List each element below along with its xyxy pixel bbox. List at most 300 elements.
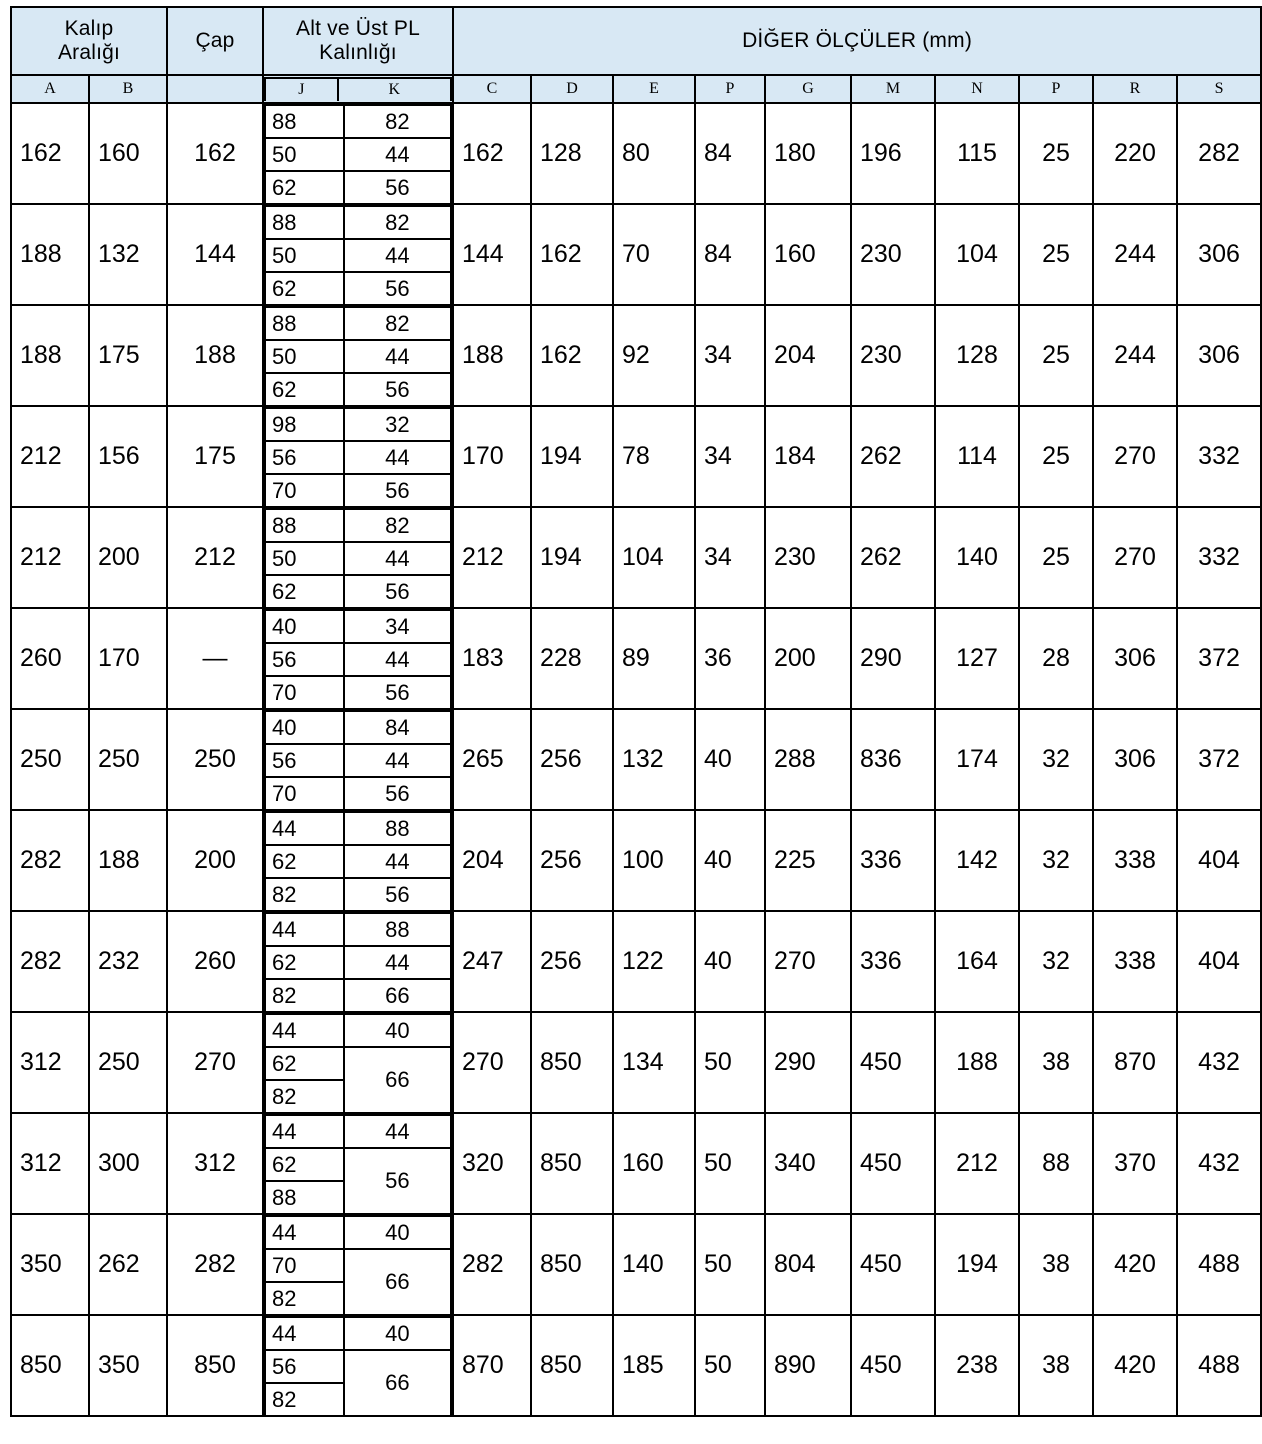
- cell-a: 250: [11, 709, 89, 810]
- jk-subrow: [265, 777, 451, 809]
- cell-j: 62: [265, 272, 344, 304]
- cell-p2: 38: [1019, 1214, 1093, 1315]
- cell-d: 850: [531, 1214, 613, 1315]
- cell-r: 306: [1093, 608, 1177, 709]
- cell-m: 836: [851, 709, 935, 810]
- cell-j: 82: [265, 1282, 344, 1314]
- jk-subrow: [265, 1249, 451, 1282]
- jk-subtable: [264, 811, 452, 910]
- cell-m: 450: [851, 1214, 935, 1315]
- cell-p1: 40: [695, 709, 765, 810]
- cell-a: 312: [11, 1012, 89, 1113]
- jk-subtable: [264, 1013, 452, 1112]
- jk-subrow: [265, 105, 451, 138]
- cell-j: 50: [265, 138, 344, 171]
- cell-k: 56: [344, 575, 451, 607]
- cell-d: 162: [531, 204, 613, 305]
- jk-subrow: [265, 711, 451, 744]
- cell-c: 247: [453, 911, 531, 1012]
- cell-r: 270: [1093, 406, 1177, 507]
- cell-e: 134: [613, 1012, 695, 1113]
- jk-subrow: [265, 845, 451, 878]
- cell-r: 220: [1093, 103, 1177, 204]
- cell-d: 850: [531, 1012, 613, 1113]
- cell-g: 288: [765, 709, 851, 810]
- col-letter-r: R: [1093, 75, 1177, 103]
- cell-j: 70: [265, 676, 344, 708]
- cell-p1: 34: [695, 507, 765, 608]
- table-row: [11, 1113, 1261, 1214]
- cell-n: 104: [935, 204, 1019, 305]
- cell-m: 336: [851, 911, 935, 1012]
- cell-n: 142: [935, 810, 1019, 911]
- cell-k: 82: [344, 105, 451, 138]
- cell-cap: 270: [167, 1012, 263, 1113]
- cell-k: 44: [344, 744, 451, 777]
- cell-p2: 25: [1019, 507, 1093, 608]
- cell-s: 332: [1177, 507, 1261, 608]
- cell-b: 200: [89, 507, 167, 608]
- jk-subrow: [265, 340, 451, 373]
- cell-a: 188: [11, 204, 89, 305]
- jk-subrow: [265, 474, 451, 506]
- cell-b: 250: [89, 1012, 167, 1113]
- cell-cap: 200: [167, 810, 263, 911]
- cell-s: 282: [1177, 103, 1261, 204]
- cell-a: 350: [11, 1214, 89, 1315]
- header-cap: Çap: [167, 7, 263, 75]
- cell-jk-group: [263, 1315, 453, 1416]
- header-diger-olculer: DİĞER ÖLÇÜLER (mm): [453, 7, 1261, 75]
- cell-k: 82: [344, 509, 451, 542]
- jk-subtable: [264, 710, 452, 809]
- jk-subrow: [265, 1216, 451, 1249]
- col-letter-b: B: [89, 75, 167, 103]
- cell-a: 312: [11, 1113, 89, 1214]
- col-letter-a: A: [11, 75, 89, 103]
- dimensions-table: [10, 6, 1262, 1417]
- jk-subrow: [265, 812, 451, 845]
- cell-m: 262: [851, 406, 935, 507]
- cell-k-merged: 56: [344, 1148, 451, 1213]
- cell-k: 32: [344, 408, 451, 441]
- cell-j: 62: [265, 1148, 344, 1181]
- cell-d: 228: [531, 608, 613, 709]
- jk-letter-subtable: [264, 77, 452, 101]
- cell-e: 132: [613, 709, 695, 810]
- cell-n: 128: [935, 305, 1019, 406]
- cell-m: 336: [851, 810, 935, 911]
- table-row: [11, 608, 1261, 709]
- cell-j: 62: [265, 575, 344, 607]
- cell-n: 194: [935, 1214, 1019, 1315]
- cell-r: 306: [1093, 709, 1177, 810]
- cell-k: 56: [344, 272, 451, 304]
- table-row: [11, 406, 1261, 507]
- cell-jk-group: [263, 1012, 453, 1113]
- table-row: [11, 1315, 1261, 1416]
- cell-j: 62: [265, 171, 344, 203]
- cell-c: 270: [453, 1012, 531, 1113]
- table-row: [11, 911, 1261, 1012]
- cell-p2: 38: [1019, 1315, 1093, 1416]
- cell-k: 56: [344, 171, 451, 203]
- cell-s: 432: [1177, 1012, 1261, 1113]
- cell-e: 185: [613, 1315, 695, 1416]
- jk-subtable: [264, 407, 452, 506]
- cell-k: 44: [344, 138, 451, 171]
- jk-subtable: [264, 306, 452, 405]
- cell-k: 56: [344, 474, 451, 506]
- jk-subrow: [265, 676, 451, 708]
- cell-j: 62: [265, 845, 344, 878]
- cell-e: 70: [613, 204, 695, 305]
- cell-cap: 144: [167, 204, 263, 305]
- cell-j: 44: [265, 812, 344, 845]
- jk-subrow: [265, 744, 451, 777]
- cell-d: 256: [531, 810, 613, 911]
- cell-jk-group: [263, 406, 453, 507]
- jk-subrow: [265, 307, 451, 340]
- cell-k: 56: [344, 878, 451, 910]
- cell-j: 88: [265, 206, 344, 239]
- jk-subtable: [264, 912, 452, 1011]
- jk-subtable: [264, 1215, 452, 1314]
- cell-d: 256: [531, 709, 613, 810]
- cell-jk-group: [263, 305, 453, 406]
- jk-subrow: [265, 1047, 451, 1080]
- cell-k: 40: [344, 1014, 451, 1047]
- cell-s: 372: [1177, 608, 1261, 709]
- cell-b: 132: [89, 204, 167, 305]
- cell-k: 44: [344, 340, 451, 373]
- cell-m: 450: [851, 1113, 935, 1214]
- cell-j: 70: [265, 474, 344, 506]
- cell-j: 40: [265, 711, 344, 744]
- cell-jk-group: [263, 204, 453, 305]
- col-letter-m: M: [851, 75, 935, 103]
- table-row: [11, 1012, 1261, 1113]
- cell-j: 44: [265, 913, 344, 946]
- cell-p2: 88: [1019, 1113, 1093, 1214]
- cell-g: 204: [765, 305, 851, 406]
- cell-d: 128: [531, 103, 613, 204]
- header-alt-ust-pl: [263, 7, 453, 75]
- table-row: [11, 507, 1261, 608]
- cell-j: 88: [265, 509, 344, 542]
- cell-j: 44: [265, 1216, 344, 1249]
- cell-b: 156: [89, 406, 167, 507]
- cell-m: 230: [851, 204, 935, 305]
- cell-g: 200: [765, 608, 851, 709]
- cell-e: 160: [613, 1113, 695, 1214]
- cell-jk-group: [263, 911, 453, 1012]
- cell-p1: 50: [695, 1113, 765, 1214]
- cell-n: 115: [935, 103, 1019, 204]
- cell-a: 212: [11, 406, 89, 507]
- col-letter-n: N: [935, 75, 1019, 103]
- jk-subtable: [264, 1114, 452, 1213]
- cell-cap: 260: [167, 911, 263, 1012]
- cell-d: 194: [531, 507, 613, 608]
- cell-g: 270: [765, 911, 851, 1012]
- jk-subrow: [265, 878, 451, 910]
- jk-subrow: [265, 1148, 451, 1181]
- cell-k: 88: [344, 913, 451, 946]
- cell-s: 404: [1177, 911, 1261, 1012]
- jk-subrow: [265, 509, 451, 542]
- cell-b: 175: [89, 305, 167, 406]
- cell-cap: 282: [167, 1214, 263, 1315]
- cell-p1: 50: [695, 1214, 765, 1315]
- header-kalip-araligi: [11, 7, 167, 75]
- table-row: [11, 810, 1261, 911]
- cell-m: 290: [851, 608, 935, 709]
- cell-n: 164: [935, 911, 1019, 1012]
- cell-k: 44: [344, 643, 451, 676]
- cell-r: 338: [1093, 911, 1177, 1012]
- cell-e: 92: [613, 305, 695, 406]
- cell-j: 50: [265, 239, 344, 272]
- cell-k: 56: [344, 373, 451, 405]
- jk-subrow: [265, 913, 451, 946]
- cell-r: 244: [1093, 204, 1177, 305]
- jk-subrow: [265, 272, 451, 304]
- cell-g: 160: [765, 204, 851, 305]
- cell-b: 250: [89, 709, 167, 810]
- cell-k: 44: [344, 946, 451, 979]
- cell-j: 44: [265, 1115, 344, 1148]
- cell-a: 260: [11, 608, 89, 709]
- cell-jk-group: [263, 810, 453, 911]
- jk-subrow: [265, 1350, 451, 1383]
- cell-g: 804: [765, 1214, 851, 1315]
- cell-p2: 32: [1019, 911, 1093, 1012]
- cell-k: 44: [344, 542, 451, 575]
- cell-a: 282: [11, 810, 89, 911]
- cell-k: 44: [344, 441, 451, 474]
- cell-m: 230: [851, 305, 935, 406]
- col-letter-k: K: [338, 78, 451, 101]
- cell-d: 850: [531, 1113, 613, 1214]
- jk-subrow: [265, 979, 451, 1011]
- col-letters-jk: [263, 75, 453, 103]
- cell-r: 338: [1093, 810, 1177, 911]
- cell-k-merged: 66: [344, 1047, 451, 1112]
- cell-p1: 84: [695, 103, 765, 204]
- cell-s: 404: [1177, 810, 1261, 911]
- cell-j: 40: [265, 610, 344, 643]
- cell-c: 212: [453, 507, 531, 608]
- cell-e: 100: [613, 810, 695, 911]
- cell-p1: 34: [695, 305, 765, 406]
- cell-k-merged: 66: [344, 1249, 451, 1314]
- col-letter-e: E: [613, 75, 695, 103]
- cell-j: 44: [265, 1317, 344, 1350]
- jk-subrow: [265, 171, 451, 203]
- cell-j: 70: [265, 1249, 344, 1282]
- cell-j: 62: [265, 373, 344, 405]
- cell-n: 188: [935, 1012, 1019, 1113]
- cell-j: 62: [265, 1047, 344, 1080]
- cell-c: 188: [453, 305, 531, 406]
- jk-subrow: [265, 643, 451, 676]
- cell-j: 70: [265, 777, 344, 809]
- col-letter-cap-blank: [167, 75, 263, 103]
- jk-subrow: [265, 138, 451, 171]
- cell-g: 890: [765, 1315, 851, 1416]
- jk-subrow: [265, 1317, 451, 1350]
- cell-p2: 28: [1019, 608, 1093, 709]
- cell-d: 162: [531, 305, 613, 406]
- cell-cap: 162: [167, 103, 263, 204]
- cell-s: 332: [1177, 406, 1261, 507]
- cell-s: 306: [1177, 204, 1261, 305]
- table-header: [11, 7, 1261, 103]
- cell-s: 488: [1177, 1214, 1261, 1315]
- jk-subrow: [265, 1115, 451, 1148]
- cell-k: 34: [344, 610, 451, 643]
- cell-b: 170: [89, 608, 167, 709]
- cell-j: 56: [265, 744, 344, 777]
- cell-m: 196: [851, 103, 935, 204]
- cell-cap: 312: [167, 1113, 263, 1214]
- cell-k: 40: [344, 1317, 451, 1350]
- jk-subrow: [265, 610, 451, 643]
- cell-c: 320: [453, 1113, 531, 1214]
- cell-e: 89: [613, 608, 695, 709]
- cell-a: 162: [11, 103, 89, 204]
- jk-subrow: [265, 946, 451, 979]
- cell-s: 372: [1177, 709, 1261, 810]
- cell-e: 80: [613, 103, 695, 204]
- jk-subtable: [264, 1316, 452, 1415]
- cell-p2: 25: [1019, 305, 1093, 406]
- cell-r: 244: [1093, 305, 1177, 406]
- cell-j: 82: [265, 878, 344, 910]
- cell-jk-group: [263, 608, 453, 709]
- cell-p1: 50: [695, 1012, 765, 1113]
- cell-d: 256: [531, 911, 613, 1012]
- cell-s: 488: [1177, 1315, 1261, 1416]
- header-pl-line1: Alt ve Üst PL: [296, 17, 420, 41]
- cell-n: 114: [935, 406, 1019, 507]
- cell-k: 44: [344, 845, 451, 878]
- col-letter-c: C: [453, 75, 531, 103]
- jk-subrow: [265, 441, 451, 474]
- cell-k: 40: [344, 1216, 451, 1249]
- col-letter-s: S: [1177, 75, 1261, 103]
- col-letter-p2: P: [1019, 75, 1093, 103]
- cell-j: 88: [265, 105, 344, 138]
- cell-r: 270: [1093, 507, 1177, 608]
- cell-d: 850: [531, 1315, 613, 1416]
- col-letter-g: G: [765, 75, 851, 103]
- jk-subrow: [265, 575, 451, 607]
- cell-s: 432: [1177, 1113, 1261, 1214]
- cell-j: 62: [265, 946, 344, 979]
- cell-d: 194: [531, 406, 613, 507]
- cell-b: 262: [89, 1214, 167, 1315]
- cell-k: 84: [344, 711, 451, 744]
- cell-n: 174: [935, 709, 1019, 810]
- jk-subtable: [264, 205, 452, 304]
- table-body: [11, 103, 1261, 1416]
- cell-k: 66: [344, 979, 451, 1011]
- cell-c: 144: [453, 204, 531, 305]
- header-letters-row: [11, 75, 1261, 103]
- cell-c: 204: [453, 810, 531, 911]
- cell-p2: 25: [1019, 406, 1093, 507]
- cell-g: 225: [765, 810, 851, 911]
- cell-r: 370: [1093, 1113, 1177, 1214]
- cell-p2: 25: [1019, 103, 1093, 204]
- cell-c: 870: [453, 1315, 531, 1416]
- cell-r: 420: [1093, 1315, 1177, 1416]
- cell-j: 56: [265, 643, 344, 676]
- table-row: [11, 709, 1261, 810]
- cell-r: 420: [1093, 1214, 1177, 1315]
- cell-jk-group: [263, 1113, 453, 1214]
- col-letter-d: D: [531, 75, 613, 103]
- cell-c: 162: [453, 103, 531, 204]
- cell-r: 870: [1093, 1012, 1177, 1113]
- cell-c: 170: [453, 406, 531, 507]
- cell-j: 82: [265, 1080, 344, 1112]
- jk-subrow: [265, 373, 451, 405]
- cell-jk-group: [263, 507, 453, 608]
- cell-g: 230: [765, 507, 851, 608]
- cell-j: 50: [265, 340, 344, 373]
- cell-m: 262: [851, 507, 935, 608]
- cell-n: 127: [935, 608, 1019, 709]
- cell-e: 104: [613, 507, 695, 608]
- cell-k: 82: [344, 307, 451, 340]
- cell-j: 98: [265, 408, 344, 441]
- cell-b: 232: [89, 911, 167, 1012]
- table-row: [11, 204, 1261, 305]
- cell-cap: 188: [167, 305, 263, 406]
- table-row: [11, 103, 1261, 204]
- cell-b: 350: [89, 1315, 167, 1416]
- cell-m: 450: [851, 1315, 935, 1416]
- cell-k: 82: [344, 206, 451, 239]
- cell-j: 82: [265, 979, 344, 1011]
- header-group-row: [11, 7, 1261, 75]
- cell-s: 306: [1177, 305, 1261, 406]
- col-letter-p1: P: [695, 75, 765, 103]
- table-row: [11, 305, 1261, 406]
- cell-jk-group: [263, 709, 453, 810]
- jk-subrow: [265, 542, 451, 575]
- cell-b: 300: [89, 1113, 167, 1214]
- cell-a: 212: [11, 507, 89, 608]
- cell-p2: 25: [1019, 204, 1093, 305]
- cell-a: 282: [11, 911, 89, 1012]
- cell-b: 188: [89, 810, 167, 911]
- cell-b: 160: [89, 103, 167, 204]
- cell-c: 282: [453, 1214, 531, 1315]
- header-kalip-line2: Aralığı: [57, 41, 121, 64]
- cell-p1: 36: [695, 608, 765, 709]
- cell-a: 188: [11, 305, 89, 406]
- jk-subtable: [264, 104, 452, 203]
- cell-n: 238: [935, 1315, 1019, 1416]
- jk-subtable: [264, 609, 452, 708]
- cell-e: 122: [613, 911, 695, 1012]
- header-kalip-line1: Kalıp: [64, 17, 114, 41]
- cell-k-merged: 66: [344, 1350, 451, 1415]
